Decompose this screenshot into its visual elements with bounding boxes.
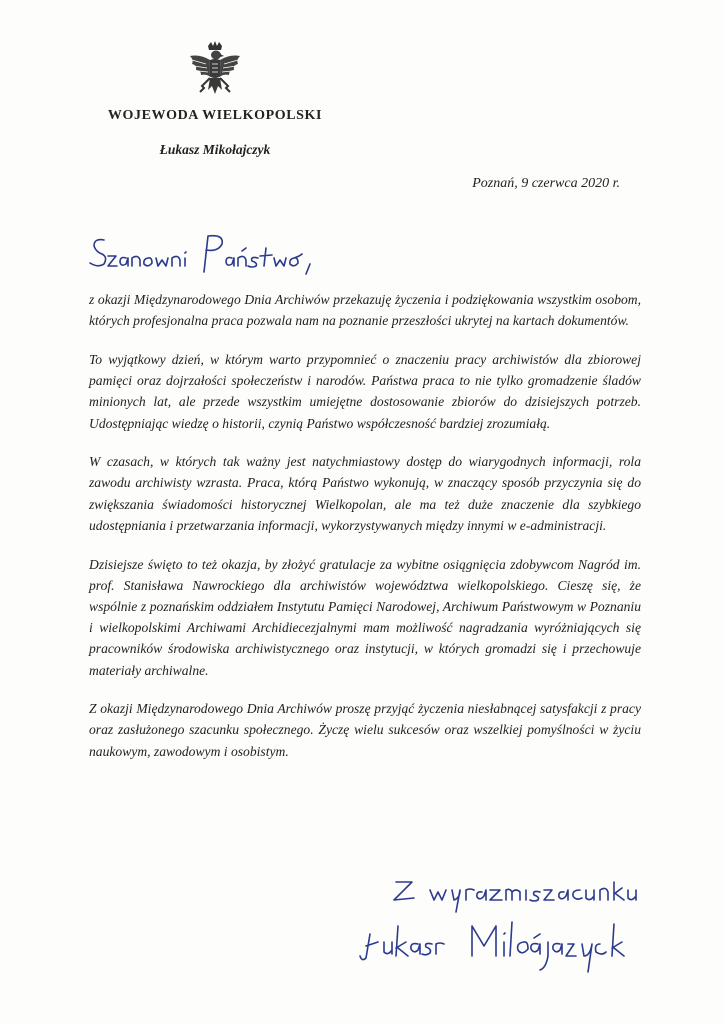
handwritten-signature	[356, 876, 656, 976]
handwritten-salutation	[88, 226, 318, 280]
office-title: WOJEWODA WIELKOPOLSKI	[107, 108, 323, 123]
paragraph-5: Z okazji Międzynarodowego Dnia Archiwów proszę przyjąć życzenia niesłabnącej satysfakcji z pracy oraz zasłużonego szacunku społecznego. Życzę wielu sukcesów oraz wszelkiej pomyślności w życiu naukowym, zawodowym i osobistym.	[89, 701, 641, 759]
letter-body	[89, 289, 641, 779]
sender-name: Łukasz Mikołajczyk	[159, 142, 271, 157]
paragraph-2: To wyjątkowy dzień, w którym warto przypomnieć o znaczeniu pracy archiwistów dla zbiorowej pamięci oraz dojrzałości społeczeństw i narodów. Państwa praca to nie tylko gromadzenie śladów minionych lat, ale przede wszystkim umiejętne dostosowanie zbiorów do dzisiejszych potrzeb. Udostępniając wiedzę o historii, czynią Państwo współczesność bardziej zrozumiałą.	[89, 351, 641, 431]
paragraph-4: Dzisiejsze święto to też okazja, by złożyć gratulacje za wybitne osiągnięcia zdobywcom Nagród im. prof. Stanisława Nawrockiego dla archiwistów województwa wielkopolskiego. Cieszę się, że wspólnie z poznańskim oddziałem Instytutu Pamięci Narodowej, Archiwum Państwowym w Poznaniu i wielkopolskimi Archiwami Archidiecezjalnymi mam możliwość nagradzania wyróżniających się pracowników środowiska archiwistycznego oraz instytucji, w których gromadzi się i przechowuje materiały archiwalne.	[89, 556, 641, 678]
paragraph-3: W czasach, w których tak ważny jest natychmiastowy dostęp do wiarygodnych informacji, rola zawodu archiwisty wzrasta. Praca, którą Państwo wykonują, w znaczący sposób przyczynia się do zwiększania świadomości historycznej Wielkopolan, ale ma też duże znaczenie dla szybkiego udostępniania i przetwarzania informacji, wykorzystywanych między innymi w e-administracji.	[89, 454, 641, 533]
white-eagle-icon	[186, 40, 244, 104]
paragraph-1: z okazji Międzynarodowego Dnia Archiwów przekazuję życzenia i podziękowania wszystkim osobom, których profesjonalna praca pozwala nam na poznanie przeszłości ukrytej na kartach dokumentów.	[89, 292, 641, 329]
letter-date: Poznań, 9 czerwca 2020 r.	[472, 176, 620, 191]
